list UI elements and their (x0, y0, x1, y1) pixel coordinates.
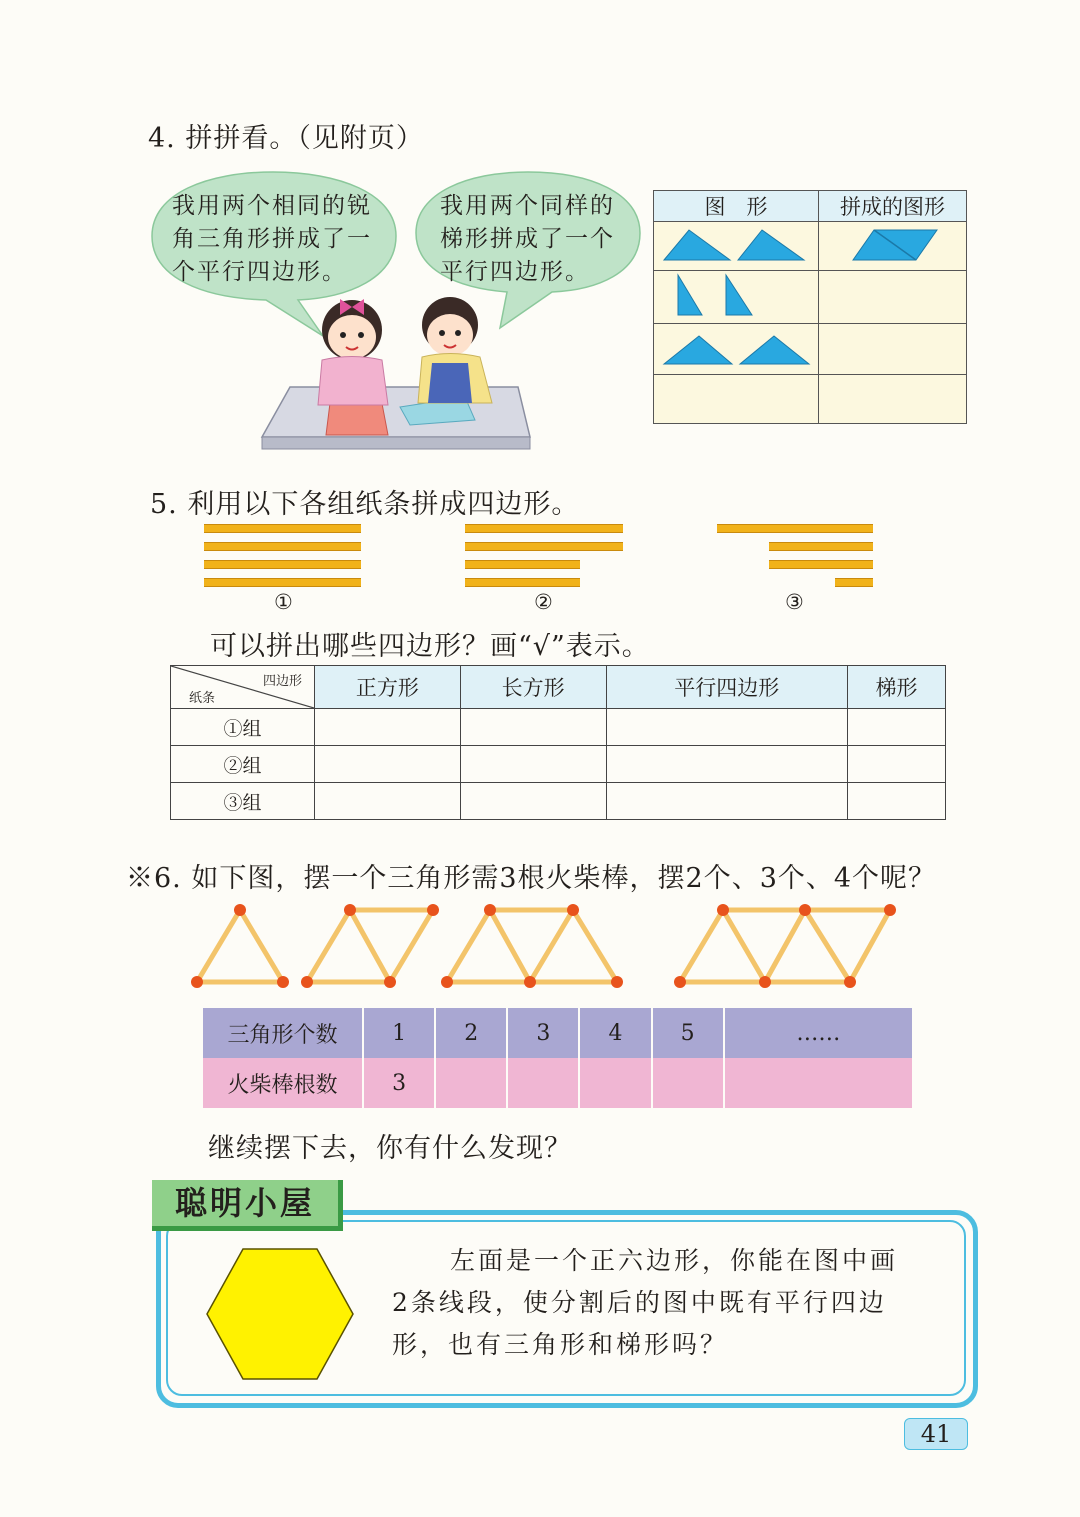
bubble-girl-line: 我用两个相同的锐 (172, 193, 372, 219)
group-label: ③ (785, 590, 804, 614)
smart-line: 左面是一个正六边形，你能在图中画 (450, 1246, 899, 1275)
bubble-girl-line: 角三角形拼成了一 (172, 226, 372, 252)
paper-strip (717, 524, 873, 533)
row2-label: 火柴棒根数 (203, 1058, 363, 1108)
q4-result-parallelogram (819, 222, 967, 271)
answer-cell[interactable] (606, 746, 847, 783)
paper-strip (769, 542, 873, 551)
paper-strip (465, 524, 623, 533)
q5-title: 5. 利用以下各组纸条拼成四边形。 (150, 489, 580, 520)
answer-cell[interactable] (460, 709, 606, 746)
triangle-count: 5 (652, 1008, 724, 1058)
q4-header-result: 拼成的图形 (819, 191, 967, 222)
matchstick-count-blank[interactable] (579, 1058, 651, 1108)
answer-cell[interactable] (606, 783, 847, 820)
q4-row-isosceles-triangles (654, 324, 819, 375)
answer-cell[interactable] (315, 783, 461, 820)
q5-question: 可以拼出哪些四边形？画“√”表示。 (210, 631, 650, 662)
q4-title: 4. 拼拼看。（见附页） (148, 123, 424, 154)
matchstick-count-blank[interactable] (507, 1058, 579, 1108)
bubble-boy-line: 平行四边形。 (440, 259, 590, 285)
smart-line: 形，也有三角形和梯形吗？ (392, 1330, 729, 1359)
triangle-count: 2 (435, 1008, 507, 1058)
q4-header-shape: 图 形 (654, 191, 819, 222)
paper-strip (465, 542, 623, 551)
paper-strip (204, 560, 361, 569)
triangle-count: 1 (363, 1008, 435, 1058)
smart-line: 2条线段，使分割后的图中既有平行四边 (392, 1288, 887, 1317)
corner-header (171, 666, 315, 709)
q4-row-right-triangles (654, 271, 819, 324)
paper-strip (835, 578, 873, 587)
triangle-count: 4 (579, 1008, 651, 1058)
paper-strip (465, 560, 580, 569)
answer-cell[interactable] (848, 709, 946, 746)
paper-strip (465, 578, 580, 587)
hexagon-shape (205, 1245, 355, 1383)
q4-result-empty[interactable] (819, 375, 967, 424)
paper-strip (204, 542, 361, 551)
page-number: 41 (904, 1418, 968, 1450)
corner-top-label: 四边形 (262, 674, 302, 689)
answer-cell[interactable] (460, 783, 606, 820)
q4-result-empty[interactable] (819, 324, 967, 375)
row1-label: 三角形个数 (203, 1008, 363, 1058)
row-label: ②组 (171, 746, 315, 783)
children-illustration (260, 285, 535, 453)
header-rectangle: 长方形 (460, 666, 606, 709)
q5-table (170, 665, 946, 820)
smart-house-text (392, 1240, 898, 1366)
answer-cell[interactable] (315, 746, 461, 783)
row-label: ③组 (171, 783, 315, 820)
paper-strip (204, 524, 361, 533)
header-parallelogram: 平行四边形 (606, 666, 847, 709)
matchstick-triangles (185, 898, 905, 994)
group-label: ② (534, 590, 553, 614)
group-label: ① (274, 590, 293, 614)
answer-cell[interactable] (460, 746, 606, 783)
smart-house-label: 聪明小屋 (152, 1180, 343, 1231)
answer-cell[interactable] (315, 709, 461, 746)
answer-cell[interactable] (606, 709, 847, 746)
matchstick-count-blank[interactable] (652, 1058, 724, 1108)
bubble-boy-line: 我用两个同样的 (440, 193, 615, 219)
q6-title: ※6. 如下图，摆一个三角形需3根火柴棒，摆2个、3个、4个呢？ (126, 863, 937, 894)
answer-cell[interactable] (848, 746, 946, 783)
q4-row-empty[interactable] (654, 375, 819, 424)
header-square: 正方形 (315, 666, 461, 709)
q4-row-acute-triangles (654, 222, 819, 271)
paper-strip (769, 560, 873, 569)
bubble-girl-line: 个平行四边形。 (172, 259, 347, 285)
q4-shapes-table (653, 190, 967, 424)
matchstick-count-blank[interactable] (435, 1058, 507, 1108)
q4-result-empty[interactable] (819, 271, 967, 324)
answer-cell[interactable] (848, 783, 946, 820)
bubble-boy-line: 梯形拼成了一个 (440, 226, 615, 252)
row-label: ①组 (171, 709, 315, 746)
triangle-count: 3 (507, 1008, 579, 1058)
corner-bottom-label: 纸条 (189, 691, 216, 706)
header-trapezoid: 梯形 (848, 666, 946, 709)
matchstick-count-blank[interactable] (724, 1058, 912, 1108)
q6-followup: 继续摆下去，你有什么发现？ (208, 1133, 572, 1164)
matchstick-count: 3 (363, 1058, 435, 1108)
q6-table (203, 1008, 912, 1108)
paper-strip (204, 578, 361, 587)
triangle-count: …… (724, 1008, 912, 1058)
